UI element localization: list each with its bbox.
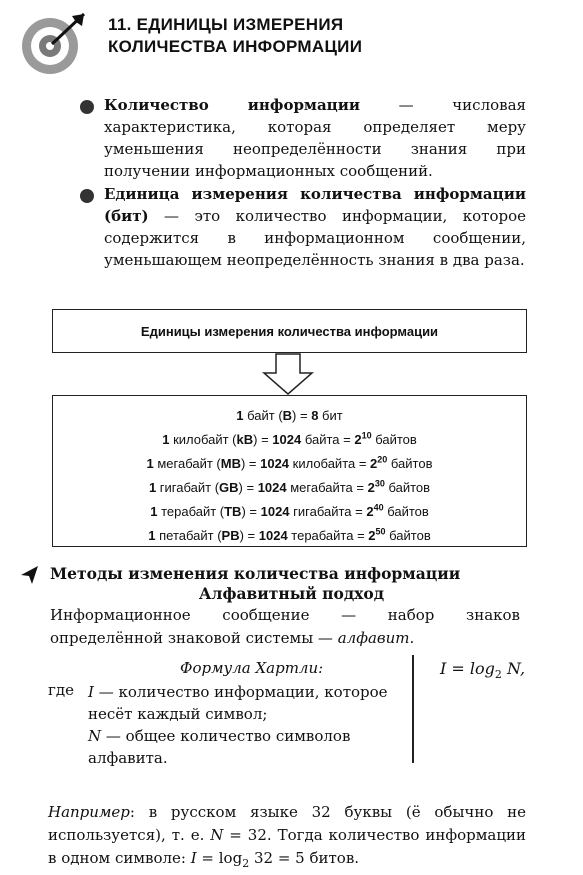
hartley-formula: $I = \log_2 N$, xyxy=(440,659,526,682)
target-arrow-logo-icon xyxy=(18,8,96,80)
title-line-2: КОЛИЧЕСТВА ИНФОРМАЦИИ xyxy=(108,37,363,56)
definition-1-text: — числовая характеристика, которая определяет меру уменьшения неопределённости знания при получении информационных сообщений. xyxy=(104,96,526,180)
alphabet-term: алфавит xyxy=(337,629,410,647)
vertical-divider xyxy=(412,655,414,763)
definition-2 xyxy=(104,183,526,271)
page-title xyxy=(108,14,362,58)
unit-line-gigabyte: 1 гигабайт (GB) = 1024 мегабайта = $2^{30}$ байтов xyxy=(148,478,431,495)
bullet-icon xyxy=(80,100,94,114)
units-conversion-box xyxy=(52,395,527,547)
info-message-definition: Информационное сообщение — набор знаков определённой знаковой системы — алфавит. xyxy=(50,606,520,647)
down-arrow-icon xyxy=(262,353,314,395)
units-header-label: Единицы измерения количества информации xyxy=(140,323,439,339)
bullet-icon xyxy=(80,189,94,203)
example-paragraph: Например: в русском языке 32 буквы (ё обычно не используется), т. е. N = 32. Тогда количество информации в одном символе: $I = \log_2 32 = 5$ битов. xyxy=(48,803,527,870)
methods-title: Методы изменения количества информации xyxy=(50,564,461,583)
unit-line-megabyte: 1 мегабайт (MB) = 1024 килобайта = $2^{20}$ байтов xyxy=(146,454,433,471)
example-lead: Например xyxy=(48,803,130,821)
definition-i: I — количество информации, которое несёт каждый символ; xyxy=(88,683,388,723)
definition-1 xyxy=(104,94,526,182)
definition-1-term: Количество информации xyxy=(104,96,361,114)
units-header-box xyxy=(52,309,527,353)
approach-title: Алфавитный подход xyxy=(198,584,385,603)
title-line-1: 11. ЕДИНИЦЫ ИЗМЕРЕНИЯ xyxy=(108,15,344,34)
pointer-arrow-icon xyxy=(20,565,40,585)
where-label: где xyxy=(48,681,74,699)
unit-line-byte: 1 байт (B) = 8 бит xyxy=(236,408,343,423)
hartley-formula-title: Формула Хартли: xyxy=(180,659,324,677)
unit-line-kilobyte: 1 килобайт (kB) = 1024 байта = $2^{10}$ байтов xyxy=(162,430,417,447)
definition-2-term: Единица измерения количества информации (бит) xyxy=(104,185,526,225)
definition-2-text: — это количество информации, которое содержится в информационном сообщении, уменьшающем неопределённость знания в два раза. xyxy=(104,207,526,269)
unit-line-terabyte: 1 терабайт (TB) = 1024 гигабайта = $2^{40}$ байтов xyxy=(150,502,429,519)
definition-n: N — общее количество символов алфавита. xyxy=(88,727,351,767)
unit-line-petabyte: 1 петабайт (PB) = 1024 терабайта = $2^{50}$ байтов xyxy=(148,526,431,543)
